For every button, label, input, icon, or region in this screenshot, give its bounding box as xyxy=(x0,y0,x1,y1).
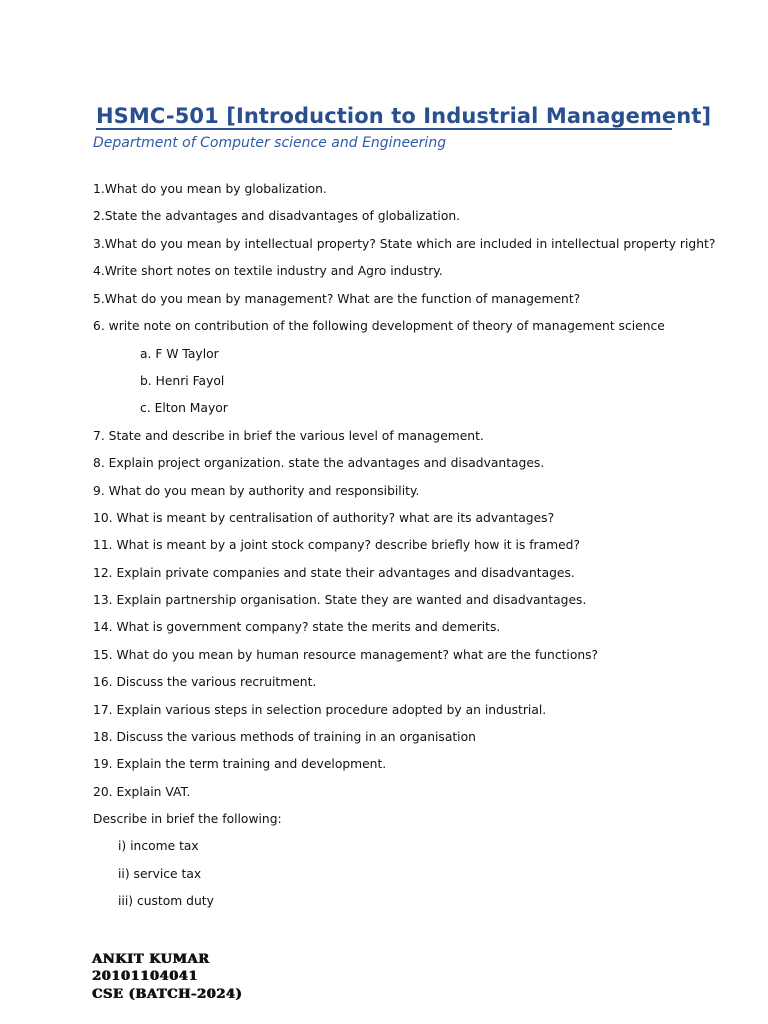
question-17: 17. Explain various steps in selection procedure adopted by an industrial. xyxy=(93,703,547,717)
author-batch: CSE (BATCH-2024) xyxy=(92,987,243,1002)
subitem-c: c. Elton Mayor xyxy=(140,401,228,415)
question-11: 11. What is meant by a joint stock company? describe briefly how it is framed? xyxy=(93,538,581,552)
question-16: 16. Discuss the various recruitment. xyxy=(93,675,317,689)
question-20: 20. Explain VAT. xyxy=(93,785,191,799)
question-14: 14. What is government company? state the merits and demerits. xyxy=(93,620,501,634)
subitem-i: i) income tax xyxy=(118,839,199,853)
question-2: 2.State the advantages and disadvantages of globalization. xyxy=(93,209,461,223)
question-1: 1.What do you mean by globalization. xyxy=(93,182,327,196)
question-12: 12. Explain private companies and state their advantages and disadvantages. xyxy=(93,566,575,580)
author-name: ANKIT KUMAR xyxy=(92,952,210,967)
question-18: 18. Discuss the various methods of training in an organisation xyxy=(93,730,476,744)
question-5: 5.What do you mean by management? What are the function of management? xyxy=(93,292,581,306)
subitem-a: a. F W Taylor xyxy=(140,347,219,361)
question-6: 6. write note on contribution of the following development of theory of management science xyxy=(93,319,665,333)
title-underline xyxy=(96,128,672,130)
question-8: 8. Explain project organization. state the advantages and disadvantages. xyxy=(93,456,545,470)
question-4: 4.Write short notes on textile industry and Agro industry. xyxy=(93,264,443,278)
question-9: 9. What do you mean by authority and responsibility. xyxy=(93,484,420,498)
question-10: 10. What is meant by centralisation of authority? what are its advantages? xyxy=(93,511,555,525)
question-3: 3.What do you mean by intellectual property? State which are included in intellectual property right? xyxy=(93,237,716,251)
question-13: 13. Explain partnership organisation. State they are wanted and disadvantages. xyxy=(93,593,587,607)
subitem-b: b. Henri Fayol xyxy=(140,374,225,388)
describe-heading: Describe in brief the following: xyxy=(93,812,282,826)
subitem-iii: iii) custom duty xyxy=(118,894,214,908)
question-19: 19. Explain the term training and development. xyxy=(93,757,387,771)
subitem-ii: ii) service tax xyxy=(118,867,202,881)
author-roll-number: 20101104041 xyxy=(92,969,199,984)
question-7: 7. State and describe in brief the various level of management. xyxy=(93,429,484,443)
question-15: 15. What do you mean by human resource management? what are the functions? xyxy=(93,648,599,662)
document-title: HSMC-501 [Introduction to Industrial Management] xyxy=(96,104,712,128)
department-subtitle: Department of Computer science and Engineering xyxy=(93,135,447,151)
